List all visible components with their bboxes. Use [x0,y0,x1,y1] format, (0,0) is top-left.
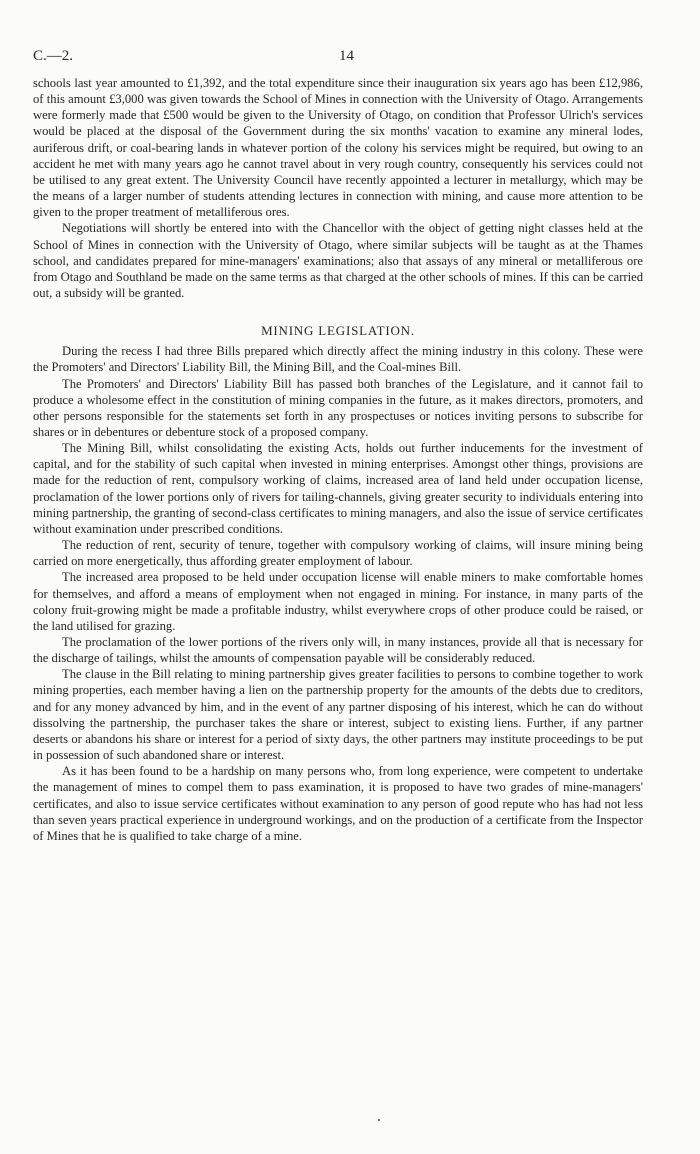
paragraph: As it has been found to be a hardship on many persons who, from long experience, were competent to undertake the management of mines to compel them to pass examination, it is proposed to have two grades of mine-managers' certificates, and also to issue service certificates without examination to any person of good repute who has had not less than seven years practical experience in underground workings, and on the production of a certificate from the Inspector of Mines that he is qualified to take charge of a mine. [33,764,643,843]
paragraph: The proclamation of the lower portions of the rivers only will, in many instances, provide all that is necessary for the discharge of tailings, whilst the amounts of compensation payable will be considerably reduced. [33,635,643,666]
paragraph: The Promoters' and Directors' Liability Bill has passed both branches of the Legislature, and it cannot fail to produce a wholesome effect in the constitution of mining companies in the future, as it makes directors, promoters, and other persons responsible for the statements set forth in any prospectuses or notices inviting persons to subscribe for shares or in debentures or debenture stock of a proposed company. [33,376,643,439]
paragraph: The Mining Bill, whilst consolidating the existing Acts, holds out further inducements for the investment of capital, and for the stability of such capital when invested in mining enterprises. Amongst other things, provisions are made for the reduction of rent, compulsory working of claims, increased area of land held under occupation license, proclamation of the lower portions only of rivers for tailing-channels, giving greater security to individuals entering into mining partnership, the granting of second-class certificates to mining managers, and also the issue of service certificates without examination under prescribed conditions. [33,441,643,536]
page-number: 14 [339,48,354,64]
body-text [33,75,643,844]
page-header [33,48,643,68]
section-heading: MINING LEGISLATION. [261,323,415,339]
paragraph-continued: schools last year amounted to £1,392, and the total expenditure since their inauguration six years ago has been £12,986, of this amount £3,000 was given towards the School of Mines in connection with the University of Otago. Arrangements were formerly made that £500 would be given to the University of Otago, on condition that Professor Ulrich's services would be placed at the disposal of the Government during the six months' vacation to examine any mineral lodes, auriferous drift, or coal-bearing lands in whatever portion of the colony his services might be required, but owing to an accident he met with many years ago he cannot travel about in very rough country, consequently his services could not be utilised to any great extent. The University Council have recently appointed a lecturer in metallurgy, which may be the means of a larger number of students attending lectures in connection with mining, and cause more attention to be given to the proper treatment of metalliferous ores. [33,76,643,220]
paragraph: The reduction of rent, security of tenure, together with compulsory working of claims, will insure mining being carried on more energetically, thus affording greater employment of labour. [33,538,643,569]
paragraph: During the recess I had three Bills prepared which directly affect the mining industry in this colony. These were the Promoters' and Directors' Liability Bill, the Mining Bill, and the Coal-mines Bill. [33,344,643,375]
paragraph: The clause in the Bill relating to mining partnership gives greater facilities to persons to combine together to work mining properties, each member having a lien on the partnership property for the amounts of the debts due to creditors, and for any money advanced by him, and in the event of any partner disposing of his interest, which he can do without dissolving the partnership, the purchaser takes the share or interest, subject to existing liens. Further, if any partner deserts or abandons his share or interest for a period of sixty days, the other partners may institute proceedings to be put in possession of such abandoned share or interest. [33,667,643,763]
print-speck [378,1119,380,1121]
paragraph: The increased area proposed to be held under occupation license will enable miners to make comfortable homes for themselves, and afford a means of employment when not engaged in mining. For instance, in many parts of the colony fruit-growing might be made a profitable industry, whilst everywhere crops of other produce could be raised, or the land utilised for grazing. [33,570,643,633]
paper-reference: C.—2. [33,48,74,64]
paragraph: Negotiations will shortly be entered into with the Chancellor with the object of getting night classes held at the School of Mines in connection with the University of Otago, where similar subjects will be taught as at the Thames school, and candidates prepared for mine-managers' examinations; also that assays of any mineral or metalliferous ore from Otago and Southland be made on the same terms as that charged at the other schools of mines. If this can be carried out, a subsidy will be granted. [33,221,643,301]
